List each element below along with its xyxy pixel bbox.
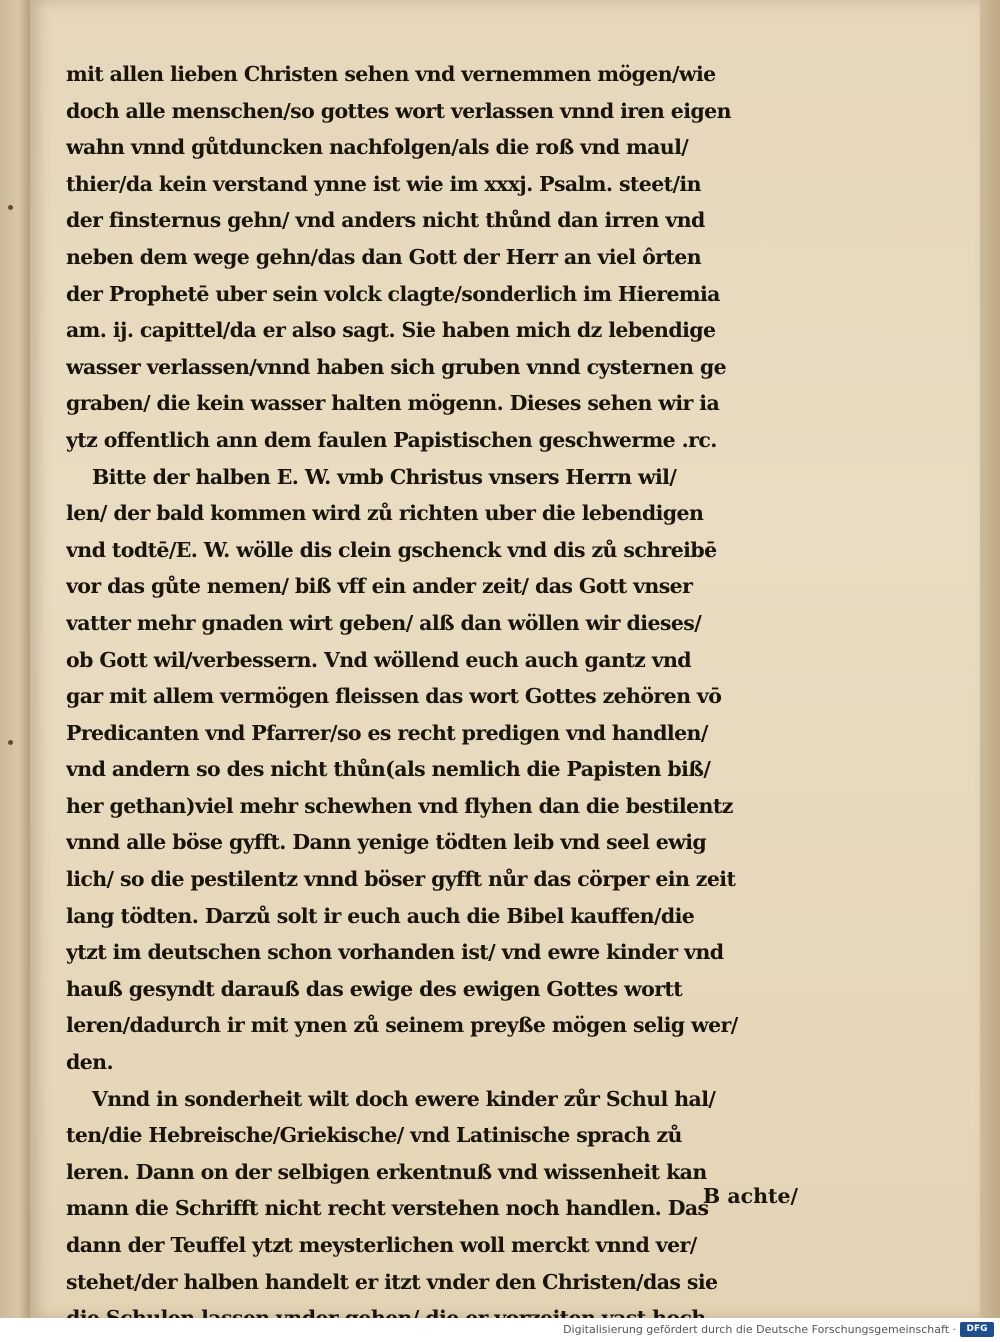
text-line: ytz offentlich ann dem faulen Papistischen geschwerme .rc. (66, 427, 717, 452)
text-line: wasser verlassen/vnnd haben sich gruben vnnd cysternen ge (66, 354, 727, 379)
previous-page-edge (0, 0, 30, 1318)
text-line: vnnd alle böse gyfft. Dann yenige tödten leib vnd seel ewig (66, 830, 707, 855)
page-text (66, 56, 806, 1337)
text-line: mit allen lieben Christen sehen vnd vernemmen mögen/wie (66, 62, 716, 86)
text-line: leren. Dann on der selbigen erkentnuß vnd wissenheit kan (66, 1159, 707, 1184)
text-line: ytzt im deutschen schon vorhanden ist/ vnd ewre kinder vnd (66, 940, 724, 965)
text-line: vor das gůte nemen/ biß vff ein ander zeit/ das Gott vnser (66, 574, 693, 599)
text-line: doch alle menschen/so gottes wort verlassen vnnd iren eigen (66, 98, 731, 123)
text-line: dann der Teuffel ytzt meysterlichen woll merckt vnnd ver/ (66, 1233, 697, 1257)
text-line: neben dem wege gehn/das dan Gott der Herr an viel ôrten (66, 244, 702, 269)
text-line: len/ der bald kommen wird zů richten uber die lebendigen (66, 501, 704, 526)
margin-mark (8, 205, 13, 210)
text-line: ob Gott wil/verbessern. Vnd wöllend euch auch gantz vnd (66, 647, 692, 672)
text-line: der finsternus gehn/ vnd anders nicht thůnd dan irren vnd (66, 208, 705, 233)
text-line: den. (66, 1050, 114, 1075)
text-line: gar mit allem vermögen fleissen das wort Gottes zehören vō (66, 684, 722, 709)
text-line: wahn vnnd gůtduncken nachfolgen/als die roß vnd maul/ (66, 135, 689, 160)
text-line: ten/die Hebreische/Griekische/ vnd Latinische sprach zů (66, 1123, 682, 1148)
dfg-logo: DFG (960, 1322, 994, 1337)
paragraph-start: Bitte der halben E. W. vmb Christus vnsers Herrn wil/ (92, 464, 677, 489)
catchword: B achte/ (702, 1184, 798, 1208)
text-line: am. ij. capittel/da er also sagt. Sie haben mich dz lebendige (66, 318, 716, 343)
page-fore-edge (980, 0, 1000, 1318)
text-line: vatter mehr gnaden wirt geben/ alß dan wöllen wir dieses/ (66, 610, 702, 635)
footer-bar (0, 1318, 1000, 1342)
text-line: her gethan)viel mehr schewhen vnd flyhen dan die bestilentz (66, 793, 733, 818)
text-line: thier/da kein verstand ynne ist wie im xxxj. Psalm. steet/in (66, 171, 701, 196)
text-line: lang tödten. Darzů solt ir euch auch die Bibel kauffen/die (66, 903, 695, 928)
text-line: der Prophetē uber sein volck clagte/sonderlich im Hieremia (66, 281, 720, 306)
margin-mark (8, 740, 13, 745)
text-line: graben/ die kein wasser halten mögenn. Dieses sehen wir ia (66, 391, 720, 416)
text-line: hauß gesyndt darauß das ewige des ewigen Gottes wortt (66, 976, 683, 1001)
text-line: vnd andern so des nicht thůn(als nemlich die Papisten biß/ (66, 757, 711, 782)
text-line: Predicanten vnd Pfarrer/so es recht predigen vnd handlen/ (66, 720, 708, 745)
funding-notice: Digitalisierung gefördert durch die Deutsche Forschungsgemeinschaft · (563, 1323, 956, 1336)
text-line: leren/dadurch ir mit ynen zů seinem preyße mögen selig wer/ (66, 1013, 738, 1038)
text-line: lich/ so die pestilentz vnnd böser gyfft nůr das cörper ein zeit (66, 867, 736, 892)
text-line: vnd todtē/E. W. wölle dis clein gschenck vnd dis zů schreibē (66, 537, 717, 562)
text-line: stehet/der halben handelt er itzt vnder den Christen/das sie (66, 1269, 718, 1294)
paragraph-start: Vnnd in sonderheit wilt doch ewere kinder zůr Schul hal/ (92, 1086, 716, 1111)
text-line: mann die Schrifft nicht recht verstehen noch handlen. Das (66, 1196, 709, 1221)
